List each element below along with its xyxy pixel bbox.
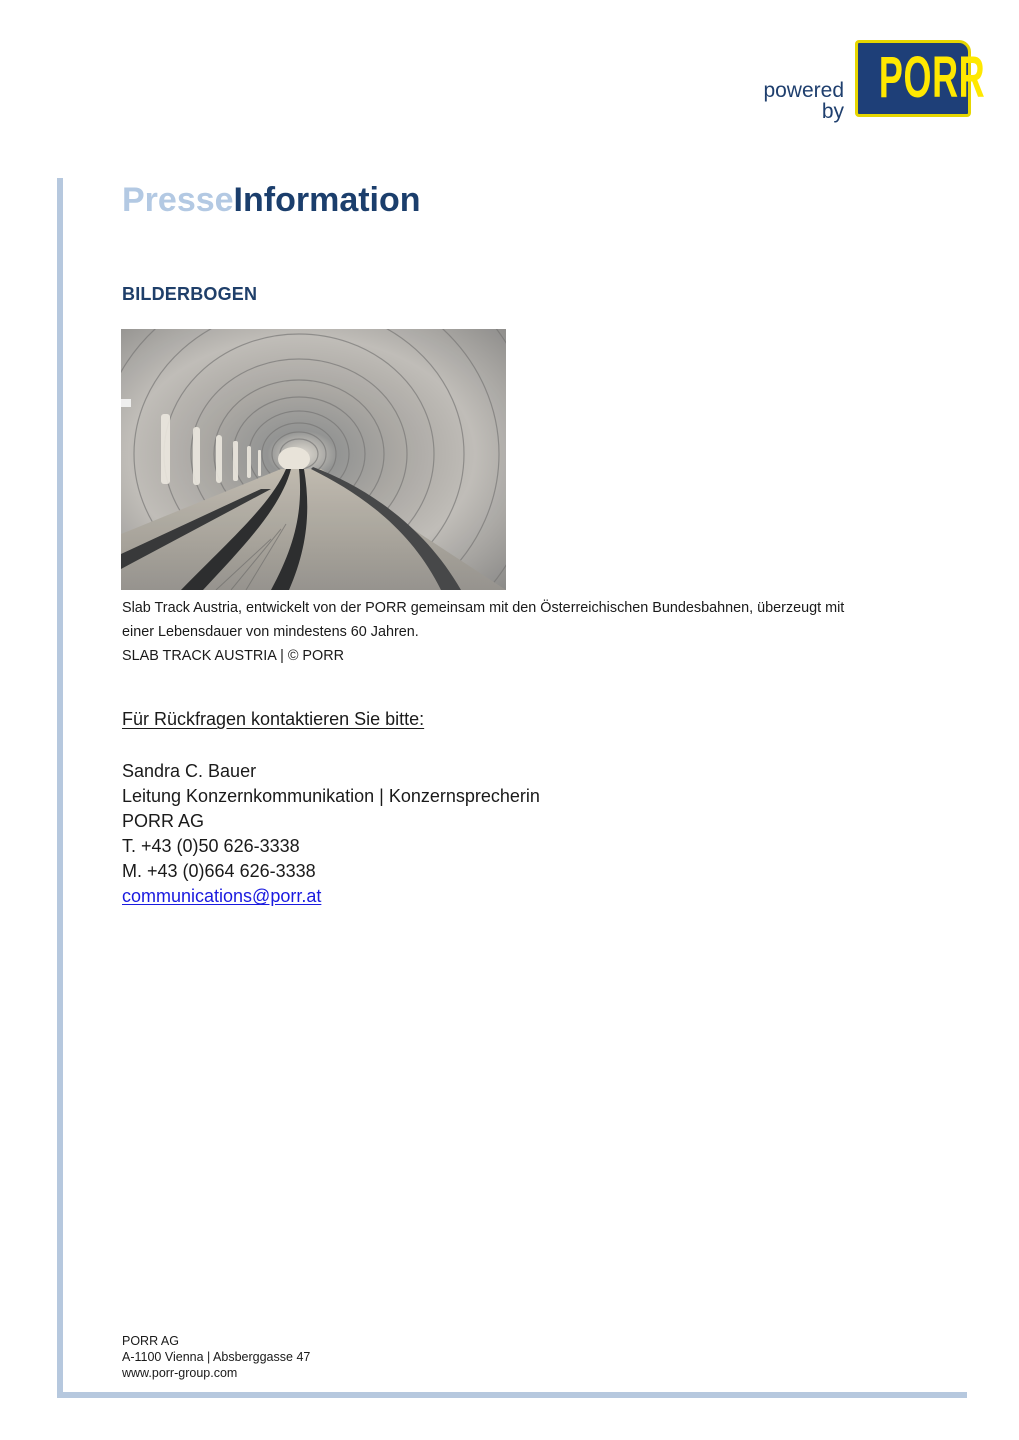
frame-left-border — [57, 178, 63, 1398]
tunnel-photo — [121, 329, 506, 590]
title-presse: Presse — [122, 181, 234, 219]
image-credit: SLAB TRACK AUSTRIA | © PORR — [122, 648, 344, 664]
title-information: Information — [233, 181, 421, 219]
frame-bottom-border — [57, 1392, 967, 1398]
powered-by-porr-logo — [756, 40, 986, 123]
contact-phone: T. +43 (0)50 626-3338 — [122, 836, 300, 856]
footer-company: PORR AG — [122, 1334, 179, 1348]
porr-logo-badge — [855, 40, 986, 117]
powered-label: powered — [763, 79, 844, 102]
contact-heading: Für Rückfragen kontaktieren Sie bitte: — [122, 709, 425, 729]
image-caption — [122, 596, 922, 668]
contact-role: Leitung Konzernkommunikation | Konzernsprecherin — [122, 786, 540, 806]
caption-line-2: einer Lebensdauer von mindestens 60 Jahren. — [122, 624, 419, 640]
page-title — [122, 180, 421, 220]
contact-mobile: M. +43 (0)664 626-3338 — [122, 861, 316, 881]
contact-name: Sandra C. Bauer — [122, 761, 257, 781]
powered-by-text — [756, 80, 844, 122]
contact-company: PORR AG — [122, 811, 205, 831]
section-heading: BILDERBOGEN — [122, 284, 258, 304]
footer-address: A-1100 Vienna | Absberggasse 47 — [122, 1350, 311, 1364]
contact-block — [122, 759, 540, 909]
by-label: by — [821, 100, 844, 123]
footer-website: www.porr-group.com — [122, 1366, 238, 1380]
footer — [122, 1333, 310, 1381]
caption-line-1: Slab Track Austria, entwickelt von der PORR gemeinsam mit den Österreichischen Bundesbahnen, überzeugt mit — [122, 600, 845, 616]
porr-logo-text: PORR — [878, 45, 986, 110]
contact-email-link[interactable]: communications@porr.at — [122, 886, 322, 906]
